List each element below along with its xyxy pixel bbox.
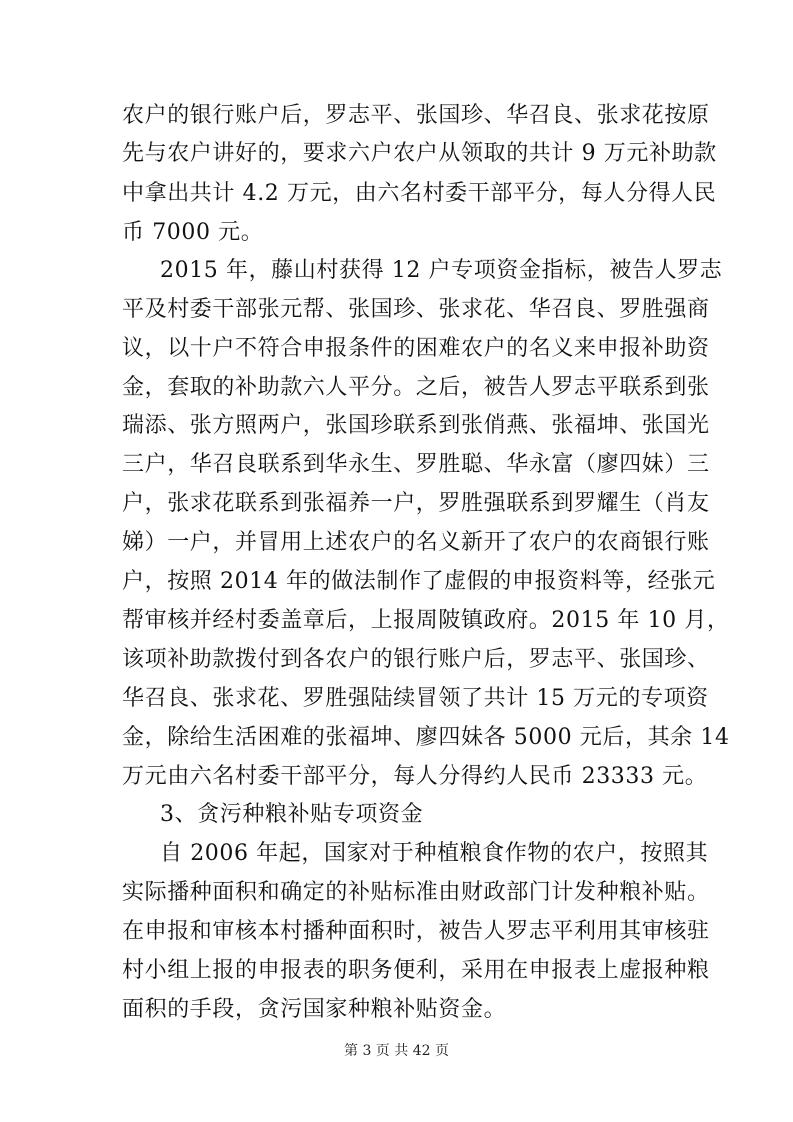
body-line: 娣）一户，并冒用上述农户的名义新开了农户的农商银行账 xyxy=(122,530,710,555)
body-line: 在申报和审核本村播种面积时，被告人罗志平利用其审核驻 xyxy=(122,919,710,944)
body-line: 议，以十户不符合申报条件的困难农户的名义来申报补助资 xyxy=(122,336,710,361)
body-line: 户，张求花联系到张福养一户，罗胜强联系到罗耀生（肖友 xyxy=(122,491,710,516)
body-line: 该项补助款拨付到各农户的银行账户后，罗志平、张国珍、 xyxy=(122,647,710,672)
paragraph-start-line: 自 2006 年起，国家对于种植粮食作物的农户，按照其 xyxy=(160,841,709,866)
body-line: 村小组上报的申报表的职务便利，采用在申报表上虚报种粮 xyxy=(122,958,710,983)
body-line: 金，套取的补助款六人平分。之后，被告人罗志平联系到张 xyxy=(122,375,710,400)
body-line: 农户的银行账户后，罗志平、张国珍、华召良、张求花按原 xyxy=(122,103,710,128)
body-line: 中拿出共计 4.2 万元，由六名村委干部平分，每人分得人民 xyxy=(122,181,717,206)
body-line: 华召良、张求花、罗胜强陆续冒领了共计 15 万元的专项资 xyxy=(122,686,709,711)
body-line: 帮审核并经村委盖章后，上报周陂镇政府。2015 年 10 月， xyxy=(122,608,730,633)
page-number-footer: 第 3 页 共 42 页 xyxy=(344,1043,449,1059)
body-line: 金，除给生活困难的张福坤、廖四妹各 5000 元后，其余 14 xyxy=(122,725,730,750)
body-line: 面积的手段，贪污国家种粮补贴资金。 xyxy=(122,997,507,1022)
body-line: 户，按照 2014 年的做法制作了虚假的申报资料等，经张元 xyxy=(122,569,716,594)
paragraph-start-line: 2015 年，藤山村获得 12 户专项资金指标，被告人罗志 xyxy=(160,258,723,283)
section-heading: 3、贪污种粮补贴专项资金 xyxy=(160,802,424,827)
body-line: 瑞添、张方照两户，张国珍联系到张俏燕、张福坤、张国光 xyxy=(122,413,710,438)
body-line: 平及村委干部张元帮、张国珍、张求花、华召良、罗胜强商 xyxy=(122,297,710,322)
body-line: 币 7000 元。 xyxy=(122,220,264,245)
body-line: 实际播种面积和确定的补贴标准由财政部门计发种粮补贴。 xyxy=(122,880,710,905)
body-line: 三户，华召良联系到华永生、罗胜聪、华永富（廖四妹）三 xyxy=(122,452,710,477)
body-line: 万元由六名村委干部平分，每人分得约人民币 23333 元。 xyxy=(122,764,708,789)
body-line: 先与农户讲好的，要求六户农户从领取的共计 9 万元补助款 xyxy=(122,141,717,166)
